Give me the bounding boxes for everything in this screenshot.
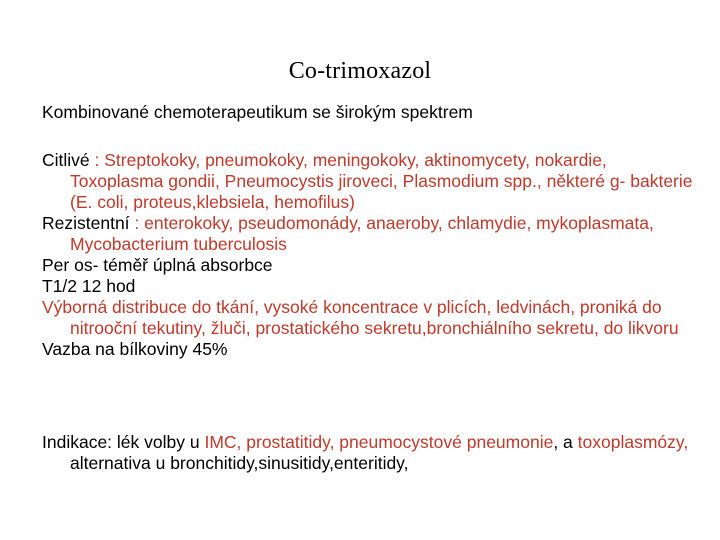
indications-primary: IMC, prostatitidy, pneumocystové pneumonie xyxy=(204,432,554,452)
indications-alternative: alternativa u bronchitidy,sinusitidy,enteritidy, xyxy=(70,453,409,473)
susceptible-label: Citlivé xyxy=(42,150,90,170)
intro-block xyxy=(42,102,702,123)
per-os-line: Per os- téměř úplná absorbce xyxy=(42,255,273,275)
distribution-paragraph: Výborná distribuce do tkání, vysoké koncentrace v plicích, ledvinách, proniká do nitrooční tekutiny, žluči, prostatického sekretu,bronchiálního sekretu, do likvoru xyxy=(42,297,679,338)
susceptible-list: : Streptokoky, pneumokoky, meningokoky, aktinomycety, nokardie, Toxoplasma gondii, Pneumocystis jiroveci, Plasmodium spp., některé g- bakterie (E. coli, proteus,klebsiela, hemofilus) xyxy=(70,150,693,212)
indications-toxoplasmosis: toxoplasmózy, xyxy=(577,432,689,452)
protein-binding-line: Vazba na bílkoviny 45% xyxy=(42,339,228,359)
half-life-line: T1/2 12 hod xyxy=(42,276,136,296)
resistant-label: Rezistentní xyxy=(42,213,130,233)
intro-line: Kombinované chemoterapeutikum se širokým spektrem xyxy=(42,102,473,122)
page-title: Co-trimoxazol xyxy=(288,58,432,84)
susceptible-paragraph xyxy=(42,150,702,213)
resistant-paragraph xyxy=(42,213,702,255)
indications-join: , a xyxy=(553,432,578,452)
indications-block xyxy=(42,432,702,474)
indications-paragraph xyxy=(42,432,702,474)
indications-prefix: Indikace: lék volby u xyxy=(42,432,205,452)
resistant-list: : enterokoky, pseudomonády, anaeroby, chlamydie, mykoplasmata, Mycobacterium tuberculosis xyxy=(70,213,654,254)
properties-block xyxy=(42,150,702,360)
